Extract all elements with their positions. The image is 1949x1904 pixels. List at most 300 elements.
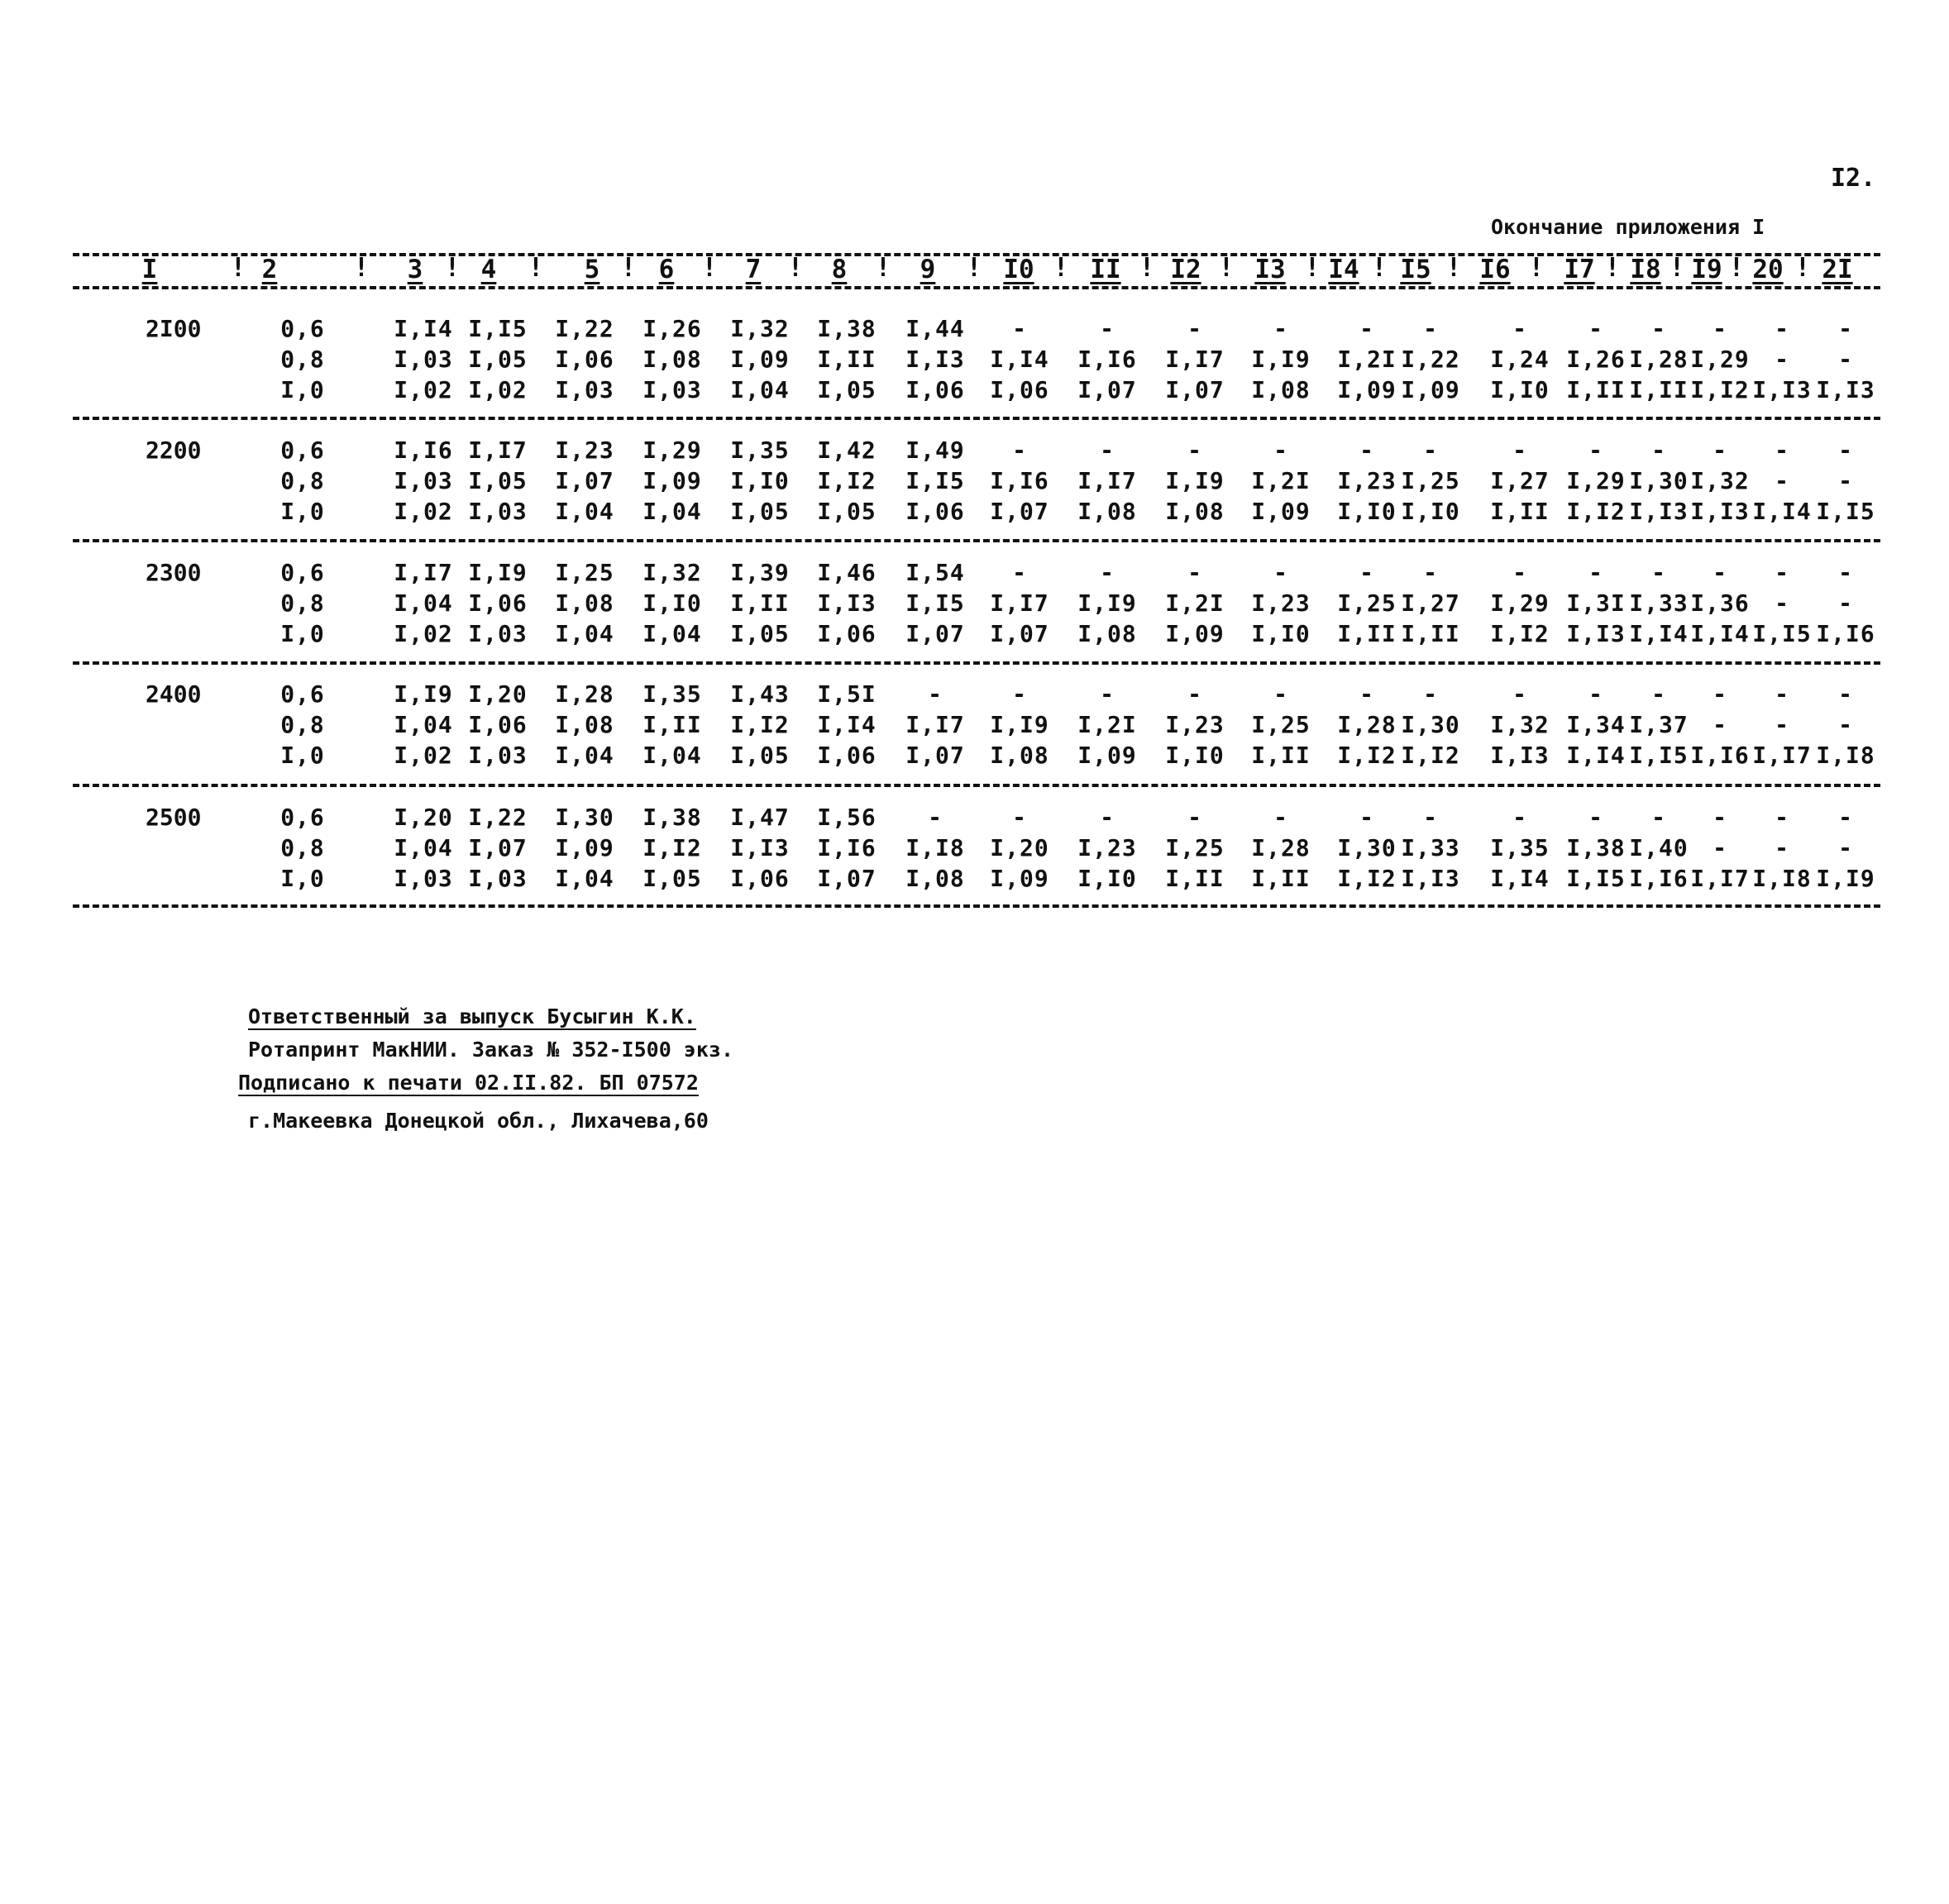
value-cell: I,08 — [1077, 498, 1137, 525]
column-header: I6 — [1479, 255, 1511, 284]
value-cell: I,I2 — [817, 467, 877, 494]
value-cell: I,08 — [555, 711, 614, 738]
value-cell: I,05 — [643, 865, 702, 892]
value-cell: I,02 — [394, 742, 453, 769]
value-cell: I,I9 — [1165, 467, 1225, 494]
coefficient-cell: 0,6 — [280, 559, 325, 586]
value-cell: I,25 — [555, 559, 614, 586]
value-cell: I,I9 — [1816, 865, 1875, 892]
column-separator: ! — [444, 253, 461, 283]
value-cell: I,06 — [555, 346, 614, 373]
value-cell: I,04 — [555, 865, 614, 892]
value-cell: I,38 — [643, 804, 702, 831]
value-cell: - — [1775, 315, 1789, 342]
column-header: I3 — [1254, 255, 1286, 284]
value-cell: I,04 — [730, 376, 790, 403]
value-cell: - — [1273, 804, 1288, 831]
value-cell: - — [1775, 804, 1789, 831]
value-cell: I,26 — [1566, 346, 1626, 373]
value-cell: I,2I — [1337, 346, 1397, 373]
column-separator: ! — [1728, 253, 1745, 283]
value-cell: I,22 — [555, 315, 614, 342]
table-row — [0, 346, 1949, 376]
table-group — [0, 680, 1949, 773]
value-cell: I,05 — [468, 346, 528, 373]
table-row — [0, 559, 1949, 589]
value-cell: - — [1423, 804, 1438, 831]
value-cell: I,44 — [905, 315, 965, 342]
value-cell: I,06 — [905, 498, 965, 525]
value-cell: I,I3 — [1401, 865, 1460, 892]
value-cell: I,22 — [468, 804, 528, 831]
column-separator: ! — [1053, 253, 1069, 283]
value-cell: - — [1838, 589, 1853, 617]
value-cell: I,I7 — [394, 559, 453, 586]
column-separator: ! — [528, 253, 544, 283]
value-cell: - — [1588, 680, 1603, 708]
value-cell: I,08 — [1251, 376, 1311, 403]
value-cell: I,I9 — [1251, 346, 1311, 373]
address-line: г.Макеевка Донецкой обл., Лихачева,60 — [248, 1109, 709, 1133]
column-separator: ! — [1669, 253, 1685, 283]
value-cell: I,32 — [643, 559, 702, 586]
value-cell: I,28 — [1251, 834, 1311, 861]
value-cell: I,II — [643, 711, 702, 738]
value-cell: - — [1651, 559, 1666, 586]
printing-line: Ротапринт МакНИИ. Заказ № 352-I500 экз. — [248, 1038, 733, 1062]
coefficient-cell: 0,6 — [280, 804, 325, 831]
value-cell: I,34 — [1566, 711, 1626, 738]
value-cell: - — [1012, 315, 1027, 342]
coefficient-cell: 0,8 — [280, 467, 325, 494]
column-header: 5 — [584, 255, 600, 284]
value-cell: I,I9 — [1077, 589, 1137, 617]
value-cell: I,29 — [643, 437, 702, 464]
value-cell: I,I0 — [1490, 376, 1550, 403]
value-cell: I,II — [1165, 865, 1225, 892]
column-header: II — [1090, 255, 1121, 284]
column-header: I2 — [1170, 255, 1201, 284]
value-cell: I,09 — [643, 467, 702, 494]
column-separator: ! — [620, 253, 637, 283]
value-cell: I,II — [1337, 620, 1397, 647]
value-cell: I,03 — [555, 376, 614, 403]
table-row — [0, 498, 1949, 528]
value-cell: I,I6 — [1077, 346, 1137, 373]
value-cell: I,24 — [1490, 346, 1550, 373]
group-width-label: 2300 — [146, 559, 202, 586]
value-cell: I,I4 — [1752, 498, 1812, 525]
value-cell: I,47 — [730, 804, 790, 831]
value-cell: - — [1423, 315, 1438, 342]
dashed-rule — [73, 784, 1880, 787]
column-header: 6 — [658, 255, 675, 284]
value-cell: - — [928, 804, 943, 831]
value-cell: I,03 — [394, 346, 453, 373]
value-cell: I,I3 — [1752, 376, 1812, 403]
value-cell: I,25 — [1401, 467, 1460, 494]
value-cell: - — [1775, 680, 1789, 708]
value-cell: - — [1713, 711, 1727, 738]
value-cell: I,I5 — [1752, 620, 1812, 647]
value-cell: - — [1588, 315, 1603, 342]
column-separator: ! — [1218, 253, 1235, 283]
column-separator: ! — [701, 253, 718, 283]
value-cell: I,I2 — [1690, 376, 1750, 403]
value-cell: I,02 — [394, 498, 453, 525]
value-cell: - — [1651, 804, 1666, 831]
value-cell: I,I5 — [905, 589, 965, 617]
value-cell: I,I5 — [905, 467, 965, 494]
column-header: 9 — [920, 255, 936, 284]
value-cell: I,I0 — [1165, 742, 1225, 769]
value-cell: I,02 — [468, 376, 528, 403]
value-cell: I,27 — [1490, 467, 1550, 494]
value-cell: I,I7 — [905, 711, 965, 738]
value-cell: I,I8 — [1752, 865, 1812, 892]
value-cell: - — [1359, 437, 1374, 464]
value-cell: I,I3 — [1566, 620, 1626, 647]
value-cell: - — [1423, 437, 1438, 464]
value-cell: - — [1012, 437, 1027, 464]
value-cell: I,33 — [1629, 589, 1689, 617]
column-header: 7 — [745, 255, 762, 284]
value-cell: - — [1273, 437, 1288, 464]
value-cell: I,54 — [905, 559, 965, 586]
value-cell: - — [1100, 315, 1115, 342]
value-cell: - — [1651, 315, 1666, 342]
value-cell: - — [1838, 559, 1853, 586]
header-row — [0, 248, 1949, 288]
value-cell: I,I8 — [1816, 742, 1875, 769]
value-cell: I,04 — [394, 834, 453, 861]
value-cell: I,I2 — [643, 834, 702, 861]
value-cell: - — [1713, 315, 1727, 342]
value-cell: I,20 — [468, 680, 528, 708]
value-cell: I,03 — [394, 467, 453, 494]
value-cell: I,05 — [468, 467, 528, 494]
value-cell: I,09 — [555, 834, 614, 861]
value-cell: I,04 — [643, 742, 702, 769]
value-cell: I,09 — [1401, 376, 1460, 403]
value-cell: I,I4 — [817, 711, 877, 738]
value-cell: I,06 — [730, 865, 790, 892]
value-cell: - — [1187, 804, 1202, 831]
value-cell: I,5I — [817, 680, 877, 708]
value-cell: I,29 — [1690, 346, 1750, 373]
value-cell: I,07 — [990, 620, 1049, 647]
value-cell: I,09 — [1337, 376, 1397, 403]
value-cell: I,I3 — [1690, 498, 1750, 525]
value-cell: I,06 — [468, 589, 528, 617]
value-cell: - — [1187, 559, 1202, 586]
column-header: 3 — [407, 255, 423, 284]
value-cell: I,I4 — [1690, 620, 1750, 647]
value-cell: I,23 — [1337, 467, 1397, 494]
value-cell: I,08 — [555, 589, 614, 617]
value-cell: I,I6 — [1816, 620, 1875, 647]
value-cell: I,30 — [1629, 467, 1689, 494]
value-cell: I,I4 — [990, 346, 1049, 373]
table-row — [0, 315, 1949, 346]
value-cell: I,06 — [990, 376, 1049, 403]
value-cell: - — [1588, 559, 1603, 586]
value-cell: I,I0 — [1077, 865, 1137, 892]
column-separator: ! — [1371, 253, 1388, 283]
value-cell: I,2I — [1077, 711, 1137, 738]
value-cell: I,07 — [990, 498, 1049, 525]
value-cell: I,56 — [817, 804, 877, 831]
dashed-rule — [73, 661, 1880, 665]
value-cell: I,I4 — [1490, 865, 1550, 892]
column-separator: ! — [353, 253, 370, 283]
coefficient-cell: 0,8 — [280, 711, 325, 738]
value-cell: I,I8 — [905, 834, 965, 861]
value-cell: I,II — [1401, 620, 1460, 647]
value-cell: I,32 — [1690, 467, 1750, 494]
value-cell: I,2I — [1165, 589, 1225, 617]
value-cell: I,37 — [1629, 711, 1689, 738]
value-cell: I,05 — [730, 498, 790, 525]
value-cell: I,27 — [1401, 589, 1460, 617]
value-cell: I,07 — [1165, 376, 1225, 403]
value-cell: I,04 — [643, 620, 702, 647]
value-cell: - — [1838, 346, 1853, 373]
table-row — [0, 804, 1949, 834]
value-cell: I,35 — [1490, 834, 1550, 861]
value-cell: - — [1512, 315, 1527, 342]
value-cell: I,46 — [817, 559, 877, 586]
table-row — [0, 620, 1949, 651]
value-cell: - — [1838, 680, 1853, 708]
value-cell: I,02 — [394, 620, 453, 647]
value-cell: I,22 — [1401, 346, 1460, 373]
value-cell: I,02 — [394, 376, 453, 403]
value-cell: I,32 — [1490, 711, 1550, 738]
value-cell: I,03 — [468, 498, 528, 525]
column-separator: ! — [230, 253, 246, 283]
value-cell: I,05 — [730, 620, 790, 647]
value-cell: - — [1838, 467, 1853, 494]
column-separator: ! — [1528, 253, 1545, 283]
coefficient-cell: 0,8 — [280, 589, 325, 617]
value-cell: - — [1100, 437, 1115, 464]
table-row — [0, 742, 1949, 772]
value-cell: I,I6 — [1690, 742, 1750, 769]
value-cell: I,07 — [555, 467, 614, 494]
value-cell: I,II — [1251, 865, 1311, 892]
coefficient-cell: 0,6 — [280, 437, 325, 464]
value-cell: I,06 — [905, 376, 965, 403]
value-cell: I,36 — [1690, 589, 1750, 617]
column-header: I5 — [1400, 255, 1431, 284]
value-cell: I,26 — [643, 315, 702, 342]
value-cell: I,I7 — [1752, 742, 1812, 769]
value-cell: I,I0 — [1337, 498, 1397, 525]
value-cell: I,03 — [394, 865, 453, 892]
table-row — [0, 376, 1949, 407]
coefficient-cell: I,0 — [280, 620, 325, 647]
value-cell: - — [1100, 559, 1115, 586]
value-cell: - — [1012, 559, 1027, 586]
value-cell: I,04 — [394, 711, 453, 738]
value-cell: - — [1588, 437, 1603, 464]
value-cell: I,I7 — [1077, 467, 1137, 494]
value-cell: I,07 — [468, 834, 528, 861]
value-cell: I,03 — [468, 865, 528, 892]
value-cell: - — [1100, 680, 1115, 708]
dashed-rule — [73, 904, 1880, 908]
value-cell: I,I3 — [817, 589, 877, 617]
value-cell: - — [1012, 680, 1027, 708]
value-cell: I,25 — [1251, 711, 1311, 738]
value-cell: - — [1359, 315, 1374, 342]
value-cell: I,23 — [1165, 711, 1225, 738]
value-cell: - — [1838, 315, 1853, 342]
value-cell: - — [1775, 559, 1789, 586]
value-cell: I,II — [1629, 376, 1689, 403]
value-cell: I,I2 — [1490, 620, 1550, 647]
value-cell: - — [1012, 804, 1027, 831]
value-cell: - — [1273, 559, 1288, 586]
value-cell: I,04 — [643, 498, 702, 525]
value-cell: I,I3 — [905, 346, 965, 373]
value-cell: - — [1512, 804, 1527, 831]
value-cell: I,II — [730, 589, 790, 617]
dashed-rule — [73, 539, 1880, 542]
column-separator: ! — [875, 253, 891, 283]
table-row — [0, 680, 1949, 711]
value-cell: I,28 — [1337, 711, 1397, 738]
value-cell: I,I7 — [468, 437, 528, 464]
value-cell: I,I6 — [990, 467, 1049, 494]
value-cell: I,09 — [990, 865, 1049, 892]
value-cell: - — [1651, 680, 1666, 708]
value-cell: I,I2 — [1337, 865, 1397, 892]
value-cell: I,05 — [817, 376, 877, 403]
value-cell: I,29 — [1490, 589, 1550, 617]
value-cell: - — [1187, 437, 1202, 464]
column-header: 20 — [1752, 255, 1784, 284]
value-cell: - — [1775, 437, 1789, 464]
value-cell: I,33 — [1401, 834, 1460, 861]
value-cell: - — [1359, 804, 1374, 831]
value-cell: - — [1775, 346, 1789, 373]
value-cell: I,23 — [555, 437, 614, 464]
table-group — [0, 315, 1949, 408]
value-cell: I,I4 — [394, 315, 453, 342]
value-cell: I,I3 — [1816, 376, 1875, 403]
value-cell: - — [1713, 437, 1727, 464]
column-header: I — [141, 255, 158, 284]
value-cell: - — [1273, 680, 1288, 708]
value-cell: I,I3 — [1629, 498, 1689, 525]
value-cell: I,I2 — [1401, 742, 1460, 769]
value-cell: I,30 — [1337, 834, 1397, 861]
responsible-line: Ответственный за выпуск Бусыгин К.К. — [248, 1004, 696, 1028]
value-cell: I,07 — [817, 865, 877, 892]
value-cell: I,3I — [1566, 589, 1626, 617]
value-cell: I,II — [1566, 376, 1626, 403]
value-cell: I,28 — [555, 680, 614, 708]
coefficient-cell: 0,8 — [280, 346, 325, 373]
appendix-label: Окончание приложения I — [1491, 215, 1765, 239]
coefficient-cell: I,0 — [280, 865, 325, 892]
value-cell: I,I5 — [1816, 498, 1875, 525]
value-cell: I,20 — [990, 834, 1049, 861]
value-cell: I,I3 — [730, 834, 790, 861]
column-header: 2 — [261, 255, 278, 284]
value-cell: - — [1588, 804, 1603, 831]
value-cell: I,04 — [555, 620, 614, 647]
column-header: I8 — [1630, 255, 1661, 284]
value-cell: I,I0 — [1401, 498, 1460, 525]
table-row — [0, 865, 1949, 895]
table-row — [0, 834, 1949, 865]
value-cell: - — [1838, 834, 1853, 861]
coefficient-cell: I,0 — [280, 376, 325, 403]
signed-line: Подписано к печати 02.II.82. БП 07572 — [238, 1071, 699, 1095]
value-cell: - — [1100, 804, 1115, 831]
value-cell: I,07 — [905, 620, 965, 647]
value-cell: I,I7 — [990, 589, 1049, 617]
value-cell: I,38 — [1566, 834, 1626, 861]
value-cell: I,08 — [643, 346, 702, 373]
column-header: I9 — [1691, 255, 1722, 284]
value-cell: I,07 — [1077, 376, 1137, 403]
value-cell: - — [1713, 559, 1727, 586]
value-cell: I,09 — [1077, 742, 1137, 769]
value-cell: I,05 — [817, 498, 877, 525]
value-cell: I,II — [1251, 742, 1311, 769]
value-cell: - — [1512, 437, 1527, 464]
value-cell: I,2I — [1251, 467, 1311, 494]
column-separator: ! — [1604, 253, 1621, 283]
column-header: I7 — [1564, 255, 1595, 284]
value-cell: I,05 — [730, 742, 790, 769]
value-cell: I,08 — [990, 742, 1049, 769]
value-cell: I,35 — [643, 680, 702, 708]
value-cell: I,06 — [817, 742, 877, 769]
value-cell: - — [1713, 680, 1727, 708]
value-cell: - — [1713, 834, 1727, 861]
value-cell: I,I4 — [1566, 742, 1626, 769]
value-cell: I,28 — [1629, 346, 1689, 373]
value-cell: I,I9 — [468, 559, 528, 586]
column-header: 2I — [1822, 255, 1853, 284]
value-cell: I,07 — [905, 742, 965, 769]
column-separator: ! — [1794, 253, 1811, 283]
value-cell: I,04 — [394, 589, 453, 617]
value-cell: - — [1423, 680, 1438, 708]
value-cell: I,04 — [555, 498, 614, 525]
table-row — [0, 437, 1949, 467]
value-cell: I,03 — [468, 742, 528, 769]
value-cell: I,I5 — [1566, 865, 1626, 892]
value-cell: I,40 — [1629, 834, 1689, 861]
value-cell: - — [1838, 804, 1853, 831]
value-cell: - — [1838, 711, 1853, 738]
value-cell: - — [1775, 467, 1789, 494]
value-cell: I,I0 — [1251, 620, 1311, 647]
value-cell: I,03 — [468, 620, 528, 647]
value-cell: - — [1512, 559, 1527, 586]
value-cell: I,I3 — [1490, 742, 1550, 769]
value-cell: I,I2 — [730, 711, 790, 738]
value-cell: - — [1359, 559, 1374, 586]
table-row — [0, 467, 1949, 498]
table-group — [0, 437, 1949, 529]
